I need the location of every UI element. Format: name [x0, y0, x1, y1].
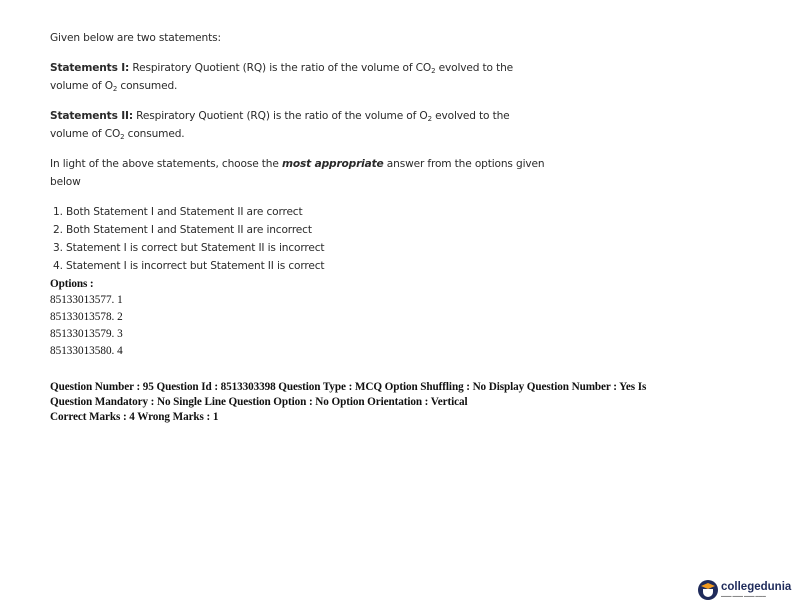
choice-item: 2. Both Statement I and Statement II are incorrect	[53, 224, 312, 236]
collegedunia-logo	[698, 577, 791, 603]
logo-name: collegedunia	[721, 581, 792, 593]
question-meta-line-1: Question Number : 95 Question Id : 8513303398 Question Type : MCQ Option Shuffling : No Display Question Number : Yes Is	[50, 381, 647, 393]
options-heading: Options :	[50, 278, 94, 290]
statement-2-line-2: volume of $CO_2$ consumed.	[50, 128, 185, 141]
statement-1-label: Statements I:	[50, 62, 130, 74]
statement-1-line-2: volume of $O_2$ consumed.	[50, 80, 178, 93]
choice-item: 3. Statement I is correct but Statement II is incorrect	[53, 242, 325, 254]
choice-item: 1. Both Statement I and Statement II are correct	[53, 206, 303, 218]
logo-tagline: ▬▬▬ ▬▬▬ ▬▬▬ ▬▬▬	[721, 593, 766, 598]
option-item: 85133013579. 3	[50, 328, 123, 340]
instruction-emphasis: most appropriate	[281, 158, 384, 170]
choice-item: 4. Statement I is incorrect but Statement II is correct	[53, 260, 325, 272]
question-meta-line-3: Correct Marks : 4 Wrong Marks : 1	[50, 411, 219, 423]
option-item: 85133013578. 2	[50, 311, 123, 323]
option-item: 85133013577. 1	[50, 294, 123, 306]
instruction-line-2: below	[50, 176, 81, 188]
graduate-cap-icon	[698, 580, 718, 600]
statement-1-line-1: Statements I: Respiratory Quotient (RQ) is the ratio of the volume of $CO_2$ evolved to the	[50, 62, 514, 75]
question-meta-line-2: Question Mandatory : No Single Line Question Option : No Option Orientation : Vertical	[50, 396, 468, 408]
statement-2-label: Statements II:	[50, 110, 133, 122]
option-item: 85133013580. 4	[50, 345, 123, 357]
instruction-line-1: In light of the above statements, choose the most appropriate answer from the options given	[50, 158, 545, 170]
intro-text: Given below are two statements:	[50, 32, 221, 44]
statement-2-line-1: Statements II: Respiratory Quotient (RQ) is the ratio of the volume of $O_2$ evolved to the	[50, 110, 510, 123]
